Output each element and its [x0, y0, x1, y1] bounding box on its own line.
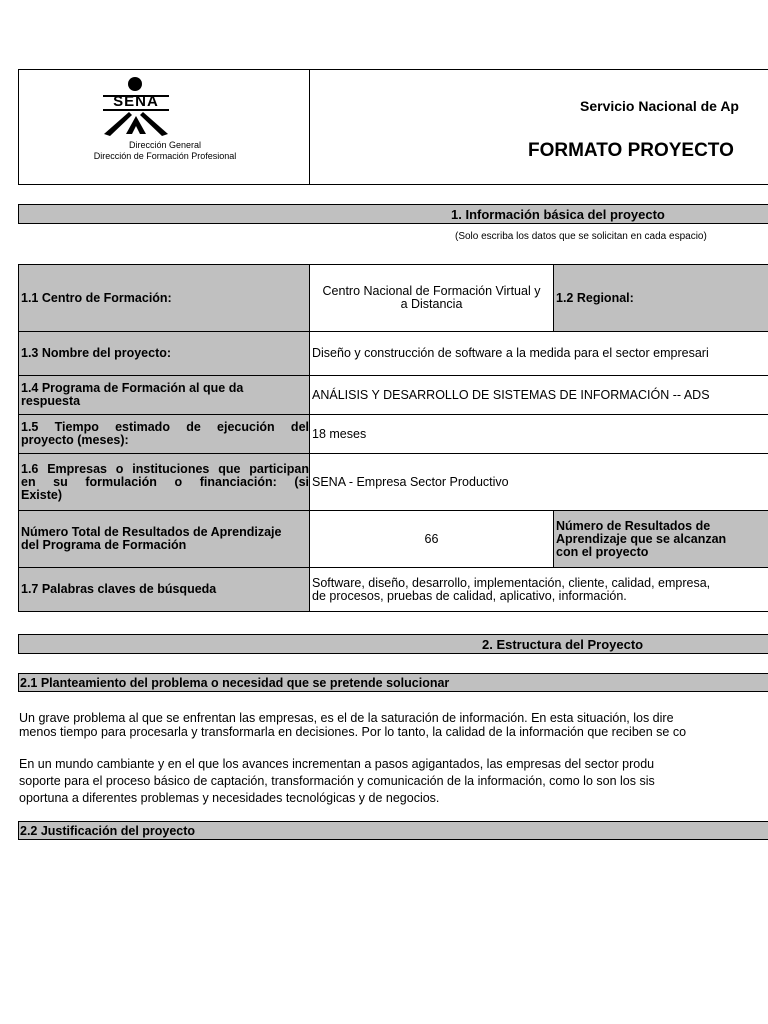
empresas-label-line2: en su formulación o financiación: (si [21, 474, 309, 489]
direction-formation: Dirección de Formación Profesional [93, 151, 237, 161]
sena-logo [96, 76, 176, 138]
problem-p1-line2: menos tiempo para procesarla y transformarla en decisiones. Por lo tanto, la calidad de la información que reciben se co [19, 725, 687, 739]
resultados-alcanzan-line3: con el proyecto [556, 544, 649, 559]
section1-title-bar [18, 204, 768, 224]
tiempo-value[interactable]: 18 meses [309, 414, 768, 454]
regional-label: 1.2 Regional: [553, 264, 768, 332]
section1-note: (Solo escriba los datos que se solicitan en cada espacio) [455, 231, 707, 242]
sub1-title-bar [18, 673, 768, 692]
total-resultados-value[interactable]: 66 [309, 510, 554, 568]
problem-p2-line2: soporte para el proceso básico de captación, transformación y comunicación de la información, como lo son los sis [19, 774, 655, 788]
tiempo-label-line2: proyecto (meses): [21, 433, 129, 447]
resultados-alcanzan-line1: Número de Resultados de [556, 518, 711, 533]
empresas-label-line1: 1.6 Empresas o instituciones que participan [21, 461, 309, 476]
problem-p2-line3: oportuna a diferentes problemas y necesidades tecnológicas y de negocios. [19, 791, 440, 805]
section2-title-bar [18, 634, 768, 654]
programa-label [18, 375, 310, 415]
direction-general: Dirección General [128, 140, 202, 150]
total-resultados-label-line2: del Programa de Formación [21, 538, 187, 552]
total-resultados-label-line1: Número Total de Resultados de Aprendizaje [21, 525, 282, 539]
resultados-alcanzan-line2: Aprendizaje que se alcanzan [556, 531, 727, 546]
palabras-label: 1.7 Palabras claves de búsqueda [18, 567, 310, 612]
service-name: Servicio Nacional de Ap [580, 98, 739, 114]
programa-label-line1: 1.4 Programa de Formación al que da [21, 381, 244, 395]
centro-value-line1: Centro Nacional de Formación Virtual y [322, 284, 541, 298]
empresas-value[interactable]: SENA - Empresa Sector Productivo [309, 453, 768, 511]
palabras-value-line1: Software, diseño, desarrollo, implementación, cliente, calidad, empresa, [312, 575, 711, 590]
programa-value[interactable]: ANÁLISIS Y DESARROLLO DE SISTEMAS DE INFORMACIÓN -- ADS [309, 375, 768, 415]
empresas-label-line3: Existe) [21, 487, 62, 502]
total-resultados-label [18, 510, 310, 568]
nombre-label: 1.3 Nombre del proyecto: [18, 331, 310, 376]
sub1-title: 2.1 Planteamiento del problema o necesidad que se pretende solucionar [20, 676, 450, 690]
problem-p2-line1: En un mundo cambiante y en el que los avances incrementan a pasos agigantados, las empresas del sector produ [19, 757, 655, 771]
sena-logo-text: SENA [113, 93, 159, 110]
form-title: FORMATO PROYECTO [528, 140, 734, 161]
palabras-value-line2: de procesos, pruebas de calidad, aplicativo, información. [312, 588, 627, 603]
centro-value[interactable] [309, 264, 554, 332]
sub2-title: 2.2 Justificación del proyecto [20, 824, 196, 838]
palabras-value[interactable] [309, 567, 768, 612]
tiempo-label-line1: 1.5 Tiempo estimado de ejecución del [21, 420, 309, 434]
centro-label: 1.1 Centro de Formación: [18, 264, 310, 332]
sub2-title-bar [18, 821, 768, 840]
empresas-label [18, 453, 310, 511]
header-divider [309, 69, 310, 185]
tiempo-label [18, 414, 310, 454]
nombre-value[interactable]: Diseño y construcción de software a la medida para el sector empresari [309, 331, 768, 376]
problem-p1-line1: Un grave problema al que se enfrentan las empresas, es el de la saturación de información. En esta situación, los dire [19, 711, 674, 725]
section1-title: 1. Información básica del proyecto [451, 207, 665, 222]
programa-label-line2: respuesta [21, 394, 81, 408]
section2-title: 2. Estructura del Proyecto [482, 637, 644, 652]
centro-value-line2: a Distancia [400, 297, 463, 311]
resultados-alcanzan-label [553, 510, 768, 568]
